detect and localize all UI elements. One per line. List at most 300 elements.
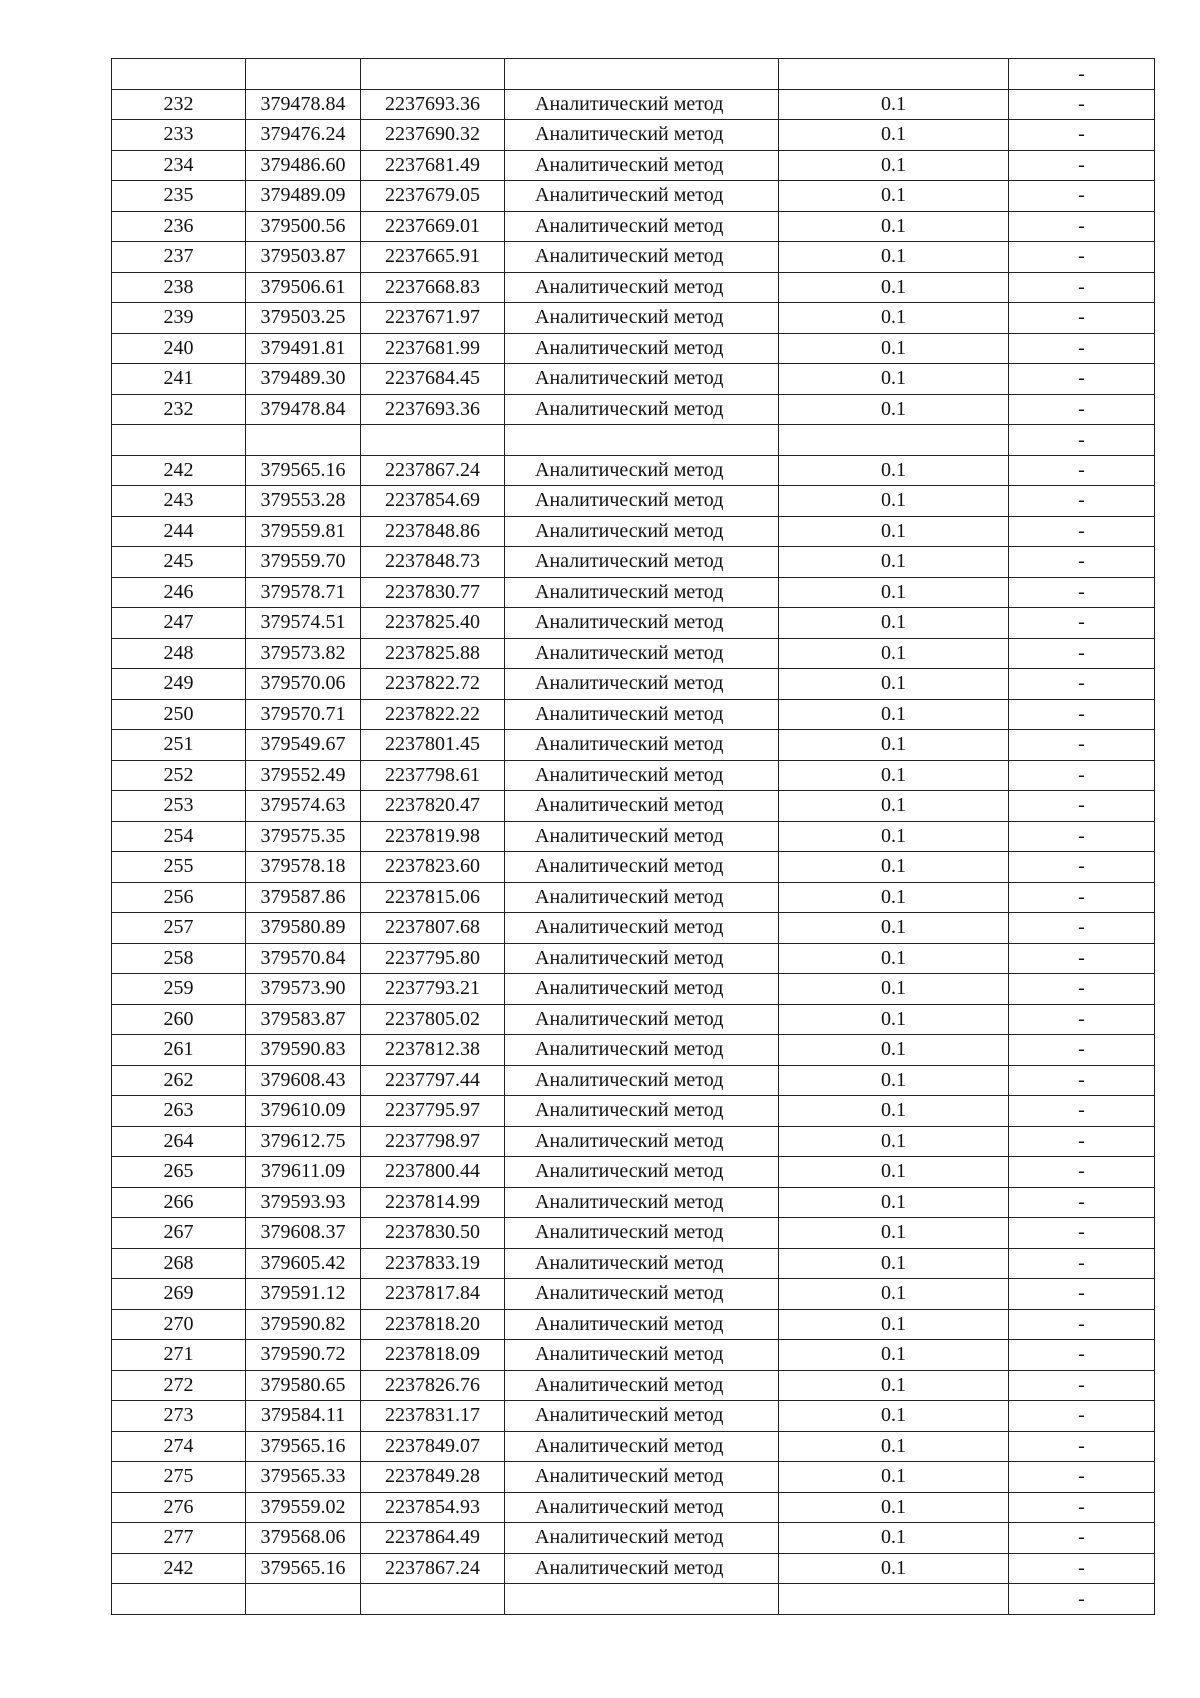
y-coordinate-cell: 2237681.49 [361,150,505,181]
accuracy-cell: 0.1 [779,150,1009,181]
y-coordinate-cell: 2237815.06 [361,882,505,913]
dash-cell: - [1009,59,1155,90]
y-coordinate-cell: 2237819.98 [361,821,505,852]
point-number-cell: 272 [112,1370,246,1401]
y-coordinate-cell: 2237693.36 [361,394,505,425]
point-number-cell: 263 [112,1096,246,1127]
method-cell: Аналитический метод [505,211,779,242]
accuracy-cell: 0.1 [779,1248,1009,1279]
x-coordinate-cell: 379559.81 [246,516,361,547]
x-coordinate-cell: 379478.84 [246,394,361,425]
y-coordinate-cell: 2237820.47 [361,791,505,822]
dash-cell: - [1009,364,1155,395]
x-coordinate-cell: 379580.89 [246,913,361,944]
accuracy-cell: 0.1 [779,791,1009,822]
dash-cell: - [1009,394,1155,425]
x-coordinate-cell: 379612.75 [246,1126,361,1157]
dash-cell: - [1009,730,1155,761]
dash-cell: - [1009,1370,1155,1401]
y-coordinate-cell: 2237693.36 [361,89,505,120]
dash-cell: - [1009,120,1155,151]
table-row [112,547,1155,578]
table-row [112,852,1155,883]
table-row [112,272,1155,303]
method-cell: Аналитический метод [505,1309,779,1340]
dash-cell: - [1009,1004,1155,1035]
method-cell: Аналитический метод [505,1096,779,1127]
table-row [112,242,1155,273]
method-cell: Аналитический метод [505,1462,779,1493]
point-number-cell: 238 [112,272,246,303]
point-number-cell: 242 [112,455,246,486]
point-number-cell: 267 [112,1218,246,1249]
table-row [112,1248,1155,1279]
method-cell: Аналитический метод [505,1187,779,1218]
x-coordinate-cell: 379489.30 [246,364,361,395]
x-coordinate-cell: 379590.82 [246,1309,361,1340]
dash-cell: - [1009,1584,1155,1615]
point-number-cell: 259 [112,974,246,1005]
accuracy-cell: 0.1 [779,1340,1009,1371]
accuracy-cell: 0.1 [779,913,1009,944]
accuracy-cell: 0.1 [779,1553,1009,1584]
y-coordinate-cell: 2237830.50 [361,1218,505,1249]
x-coordinate-cell: 379565.16 [246,1553,361,1584]
table-row [112,1340,1155,1371]
method-cell: Аналитический метод [505,1157,779,1188]
dash-cell: - [1009,791,1155,822]
point-number-cell: 240 [112,333,246,364]
point-number-cell: 244 [112,516,246,547]
y-coordinate-cell: 2237798.61 [361,760,505,791]
accuracy-cell [779,1584,1009,1615]
table-row [112,89,1155,120]
method-cell: Аналитический метод [505,1065,779,1096]
table-row [112,1370,1155,1401]
dash-cell: - [1009,943,1155,974]
y-coordinate-cell: 2237848.73 [361,547,505,578]
method-cell: Аналитический метод [505,913,779,944]
y-coordinate-cell: 2237833.19 [361,1248,505,1279]
method-cell: Аналитический метод [505,1401,779,1432]
point-number-cell: 236 [112,211,246,242]
y-coordinate-cell: 2237807.68 [361,913,505,944]
method-cell: Аналитический метод [505,1523,779,1554]
x-coordinate-cell: 379491.81 [246,333,361,364]
point-number-cell: 276 [112,1492,246,1523]
x-coordinate-cell: 379478.84 [246,89,361,120]
method-cell: Аналитический метод [505,1218,779,1249]
table-row [112,974,1155,1005]
accuracy-cell: 0.1 [779,943,1009,974]
x-coordinate-cell: 379553.28 [246,486,361,517]
table-row [112,1401,1155,1432]
method-cell: Аналитический метод [505,89,779,120]
method-cell [505,425,779,456]
dash-cell: - [1009,913,1155,944]
point-number-cell: 232 [112,394,246,425]
table-row [112,181,1155,212]
y-coordinate-cell: 2237793.21 [361,974,505,1005]
accuracy-cell: 0.1 [779,577,1009,608]
accuracy-cell: 0.1 [779,242,1009,273]
point-number-cell: 260 [112,1004,246,1035]
dash-cell: - [1009,669,1155,700]
x-coordinate-cell: 379559.02 [246,1492,361,1523]
method-cell: Аналитический метод [505,1431,779,1462]
table-body [112,59,1155,1615]
table-row [112,1309,1155,1340]
accuracy-cell: 0.1 [779,455,1009,486]
x-coordinate-cell: 379587.86 [246,882,361,913]
table-row [112,1004,1155,1035]
x-coordinate-cell [246,1584,361,1615]
method-cell: Аналитический метод [505,364,779,395]
x-coordinate-cell: 379568.06 [246,1523,361,1554]
table-row [112,791,1155,822]
dash-cell: - [1009,577,1155,608]
point-number-cell: 249 [112,669,246,700]
y-coordinate-cell: 2237849.07 [361,1431,505,1462]
y-coordinate-cell: 2237669.01 [361,211,505,242]
accuracy-cell: 0.1 [779,547,1009,578]
y-coordinate-cell: 2237817.84 [361,1279,505,1310]
method-cell: Аналитический метод [505,1492,779,1523]
y-coordinate-cell: 2237814.99 [361,1187,505,1218]
dash-cell: - [1009,1157,1155,1188]
accuracy-cell: 0.1 [779,699,1009,730]
x-coordinate-cell: 379506.61 [246,272,361,303]
point-number-cell: 232 [112,89,246,120]
point-number-cell: 269 [112,1279,246,1310]
table-row [112,1492,1155,1523]
point-number-cell: 241 [112,364,246,395]
dash-cell: - [1009,608,1155,639]
table-row [112,821,1155,852]
y-coordinate-cell: 2237818.20 [361,1309,505,1340]
y-coordinate-cell: 2237818.09 [361,1340,505,1371]
table-row [112,120,1155,151]
x-coordinate-cell: 379608.37 [246,1218,361,1249]
dash-cell: - [1009,486,1155,517]
accuracy-cell: 0.1 [779,1401,1009,1432]
y-coordinate-cell: 2237867.24 [361,1553,505,1584]
dash-cell: - [1009,333,1155,364]
x-coordinate-cell: 379578.71 [246,577,361,608]
method-cell: Аналитический метод [505,1248,779,1279]
accuracy-cell: 0.1 [779,1492,1009,1523]
x-coordinate-cell: 379608.43 [246,1065,361,1096]
dash-cell: - [1009,1218,1155,1249]
method-cell: Аналитический метод [505,333,779,364]
point-number-cell: 265 [112,1157,246,1188]
separator-row [112,1584,1155,1615]
point-number-cell: 250 [112,699,246,730]
point-number-cell: 256 [112,882,246,913]
dash-cell: - [1009,1431,1155,1462]
dash-cell: - [1009,89,1155,120]
table-row [112,730,1155,761]
dash-cell: - [1009,1340,1155,1371]
table-row [112,516,1155,547]
table-row [112,1065,1155,1096]
point-number-cell: 277 [112,1523,246,1554]
x-coordinate-cell [246,59,361,90]
method-cell [505,1584,779,1615]
point-number-cell: 273 [112,1401,246,1432]
x-coordinate-cell: 379583.87 [246,1004,361,1035]
table-row [112,364,1155,395]
table-row [112,1187,1155,1218]
y-coordinate-cell: 2237805.02 [361,1004,505,1035]
method-cell: Аналитический метод [505,120,779,151]
accuracy-cell: 0.1 [779,1309,1009,1340]
x-coordinate-cell: 379574.63 [246,791,361,822]
dash-cell: - [1009,272,1155,303]
dash-cell: - [1009,1492,1155,1523]
method-cell: Аналитический метод [505,1126,779,1157]
x-coordinate-cell: 379590.83 [246,1035,361,1066]
method-cell: Аналитический метод [505,181,779,212]
point-number-cell: 266 [112,1187,246,1218]
accuracy-cell: 0.1 [779,516,1009,547]
point-number-cell: 275 [112,1462,246,1493]
point-number-cell: 274 [112,1431,246,1462]
point-number-cell [112,425,246,456]
accuracy-cell: 0.1 [779,974,1009,1005]
method-cell: Аналитический метод [505,547,779,578]
method-cell: Аналитический метод [505,516,779,547]
accuracy-cell: 0.1 [779,1157,1009,1188]
y-coordinate-cell: 2237848.86 [361,516,505,547]
accuracy-cell: 0.1 [779,1035,1009,1066]
method-cell: Аналитический метод [505,1553,779,1584]
point-number-cell: 262 [112,1065,246,1096]
table-row [112,608,1155,639]
dash-cell: - [1009,1279,1155,1310]
y-coordinate-cell: 2237864.49 [361,1523,505,1554]
method-cell: Аналитический метод [505,852,779,883]
x-coordinate-cell: 379574.51 [246,608,361,639]
dash-cell: - [1009,1401,1155,1432]
x-coordinate-cell: 379489.09 [246,181,361,212]
accuracy-cell: 0.1 [779,333,1009,364]
dash-cell: - [1009,1309,1155,1340]
table-row [112,1096,1155,1127]
x-coordinate-cell: 379565.16 [246,455,361,486]
accuracy-cell: 0.1 [779,1370,1009,1401]
accuracy-cell: 0.1 [779,1065,1009,1096]
point-number-cell: 253 [112,791,246,822]
accuracy-cell: 0.1 [779,303,1009,334]
table-row [112,1523,1155,1554]
y-coordinate-cell: 2237822.22 [361,699,505,730]
point-number-cell: 268 [112,1248,246,1279]
point-number-cell: 270 [112,1309,246,1340]
point-number-cell: 237 [112,242,246,273]
y-coordinate-cell: 2237812.38 [361,1035,505,1066]
method-cell: Аналитический метод [505,943,779,974]
method-cell: Аналитический метод [505,1004,779,1035]
x-coordinate-cell: 379573.82 [246,638,361,669]
x-coordinate-cell: 379565.33 [246,1462,361,1493]
y-coordinate-cell [361,425,505,456]
y-coordinate-cell: 2237665.91 [361,242,505,273]
accuracy-cell [779,59,1009,90]
y-coordinate-cell: 2237797.44 [361,1065,505,1096]
dash-cell: - [1009,1035,1155,1066]
y-coordinate-cell: 2237825.40 [361,608,505,639]
accuracy-cell: 0.1 [779,1187,1009,1218]
method-cell: Аналитический метод [505,242,779,273]
accuracy-cell: 0.1 [779,1279,1009,1310]
x-coordinate-cell: 379590.72 [246,1340,361,1371]
table-row [112,211,1155,242]
x-coordinate-cell [246,425,361,456]
dash-cell: - [1009,303,1155,334]
y-coordinate-cell: 2237823.60 [361,852,505,883]
y-coordinate-cell: 2237854.69 [361,486,505,517]
table-row [112,1279,1155,1310]
point-number-cell: 257 [112,913,246,944]
x-coordinate-cell: 379593.93 [246,1187,361,1218]
accuracy-cell: 0.1 [779,394,1009,425]
table-row [112,638,1155,669]
dash-cell: - [1009,455,1155,486]
table-row [112,1126,1155,1157]
y-coordinate-cell: 2237798.97 [361,1126,505,1157]
dash-cell: - [1009,181,1155,212]
table-row [112,882,1155,913]
accuracy-cell: 0.1 [779,608,1009,639]
x-coordinate-cell: 379580.65 [246,1370,361,1401]
y-coordinate-cell: 2237668.83 [361,272,505,303]
dash-cell: - [1009,852,1155,883]
dash-cell: - [1009,699,1155,730]
y-coordinate-cell: 2237800.44 [361,1157,505,1188]
table-row [112,943,1155,974]
accuracy-cell: 0.1 [779,1126,1009,1157]
point-number-cell [112,59,246,90]
point-number-cell: 251 [112,730,246,761]
accuracy-cell: 0.1 [779,1096,1009,1127]
x-coordinate-cell: 379486.60 [246,150,361,181]
point-number-cell: 233 [112,120,246,151]
accuracy-cell: 0.1 [779,486,1009,517]
table-row [112,486,1155,517]
dash-cell: - [1009,1523,1155,1554]
y-coordinate-cell: 2237795.80 [361,943,505,974]
table-row [112,394,1155,425]
y-coordinate-cell: 2237690.32 [361,120,505,151]
method-cell: Аналитический метод [505,486,779,517]
table-row [112,1218,1155,1249]
table-row [112,1035,1155,1066]
dash-cell: - [1009,516,1155,547]
coordinates-table [111,58,1155,1615]
method-cell: Аналитический метод [505,730,779,761]
point-number-cell: 243 [112,486,246,517]
method-cell: Аналитический метод [505,1340,779,1371]
x-coordinate-cell: 379575.35 [246,821,361,852]
dash-cell: - [1009,1187,1155,1218]
y-coordinate-cell: 2237831.17 [361,1401,505,1432]
dash-cell: - [1009,150,1155,181]
accuracy-cell: 0.1 [779,882,1009,913]
accuracy-cell: 0.1 [779,1004,1009,1035]
method-cell: Аналитический метод [505,791,779,822]
x-coordinate-cell: 379565.16 [246,1431,361,1462]
method-cell: Аналитический метод [505,303,779,334]
accuracy-cell: 0.1 [779,364,1009,395]
point-number-cell: 235 [112,181,246,212]
method-cell: Аналитический метод [505,882,779,913]
accuracy-cell: 0.1 [779,181,1009,212]
point-number-cell: 234 [112,150,246,181]
x-coordinate-cell: 379570.06 [246,669,361,700]
y-coordinate-cell: 2237826.76 [361,1370,505,1401]
x-coordinate-cell: 379476.24 [246,120,361,151]
accuracy-cell: 0.1 [779,120,1009,151]
x-coordinate-cell: 379584.11 [246,1401,361,1432]
method-cell: Аналитический метод [505,150,779,181]
method-cell: Аналитический метод [505,760,779,791]
accuracy-cell: 0.1 [779,760,1009,791]
y-coordinate-cell: 2237867.24 [361,455,505,486]
y-coordinate-cell: 2237801.45 [361,730,505,761]
point-number-cell: 239 [112,303,246,334]
y-coordinate-cell [361,1584,505,1615]
dash-cell: - [1009,211,1155,242]
table-row [112,1157,1155,1188]
x-coordinate-cell: 379570.71 [246,699,361,730]
y-coordinate-cell: 2237795.97 [361,1096,505,1127]
x-coordinate-cell: 379610.09 [246,1096,361,1127]
method-cell [505,59,779,90]
accuracy-cell [779,425,1009,456]
dash-cell: - [1009,882,1155,913]
y-coordinate-cell: 2237849.28 [361,1462,505,1493]
y-coordinate-cell [361,59,505,90]
dash-cell: - [1009,547,1155,578]
table-row [112,1462,1155,1493]
x-coordinate-cell: 379578.18 [246,852,361,883]
separator-row [112,59,1155,90]
y-coordinate-cell: 2237679.05 [361,181,505,212]
point-number-cell: 247 [112,608,246,639]
dash-cell: - [1009,638,1155,669]
dash-cell: - [1009,1553,1155,1584]
accuracy-cell: 0.1 [779,211,1009,242]
x-coordinate-cell: 379503.87 [246,242,361,273]
y-coordinate-cell: 2237854.93 [361,1492,505,1523]
method-cell: Аналитический метод [505,974,779,1005]
method-cell: Аналитический метод [505,638,779,669]
method-cell: Аналитический метод [505,577,779,608]
method-cell: Аналитический метод [505,669,779,700]
accuracy-cell: 0.1 [779,1523,1009,1554]
table-row [112,913,1155,944]
table-row [112,303,1155,334]
dash-cell: - [1009,1462,1155,1493]
method-cell: Аналитический метод [505,394,779,425]
accuracy-cell: 0.1 [779,1462,1009,1493]
table-row [112,333,1155,364]
y-coordinate-cell: 2237671.97 [361,303,505,334]
point-number-cell: 246 [112,577,246,608]
accuracy-cell: 0.1 [779,1431,1009,1462]
x-coordinate-cell: 379573.90 [246,974,361,1005]
